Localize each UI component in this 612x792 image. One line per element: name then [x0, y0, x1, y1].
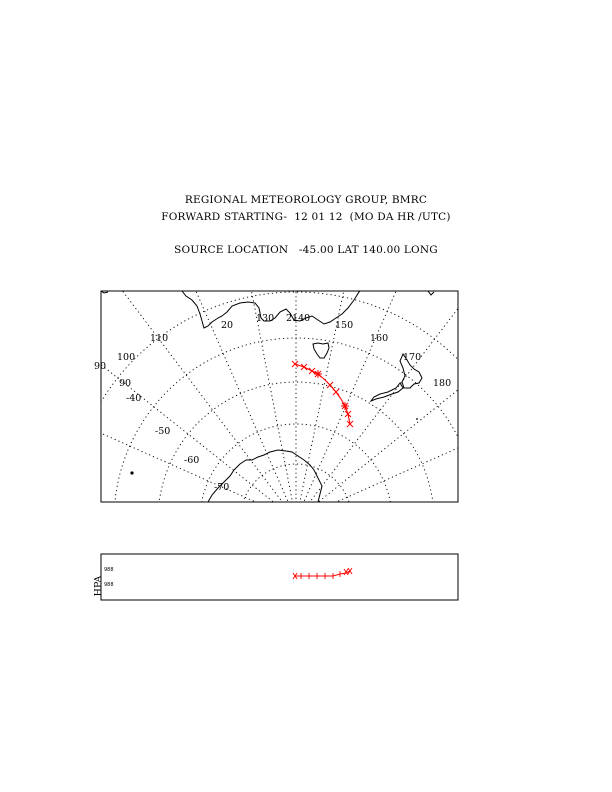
trajectory-marker-2 — [301, 364, 307, 370]
profile-tick-label-lower: 988 — [104, 582, 114, 588]
tasmania — [313, 343, 329, 358]
trajectory-marker-1 — [292, 361, 298, 367]
trajectory-marker-4 — [314, 370, 322, 378]
profile-axis-label: HPA — [93, 575, 104, 597]
lon-label-170: 170 — [403, 352, 422, 363]
trajectory-marker-3 — [309, 368, 315, 374]
lat-label-minus-60: -60 — [184, 455, 200, 466]
lon-label-160: 160 — [370, 333, 389, 344]
lon-label-110: 110 — [150, 333, 169, 344]
lat-label-minus-70: -70 — [214, 482, 230, 493]
header-forward-starting: FORWARD STARTING- 12 01 12 (MO DA HR /UTC) — [161, 211, 451, 223]
australia-ne-coast — [428, 291, 434, 295]
source-location-marker — [130, 471, 133, 474]
trajectory-marker-6 — [333, 389, 339, 395]
meridian-180 — [296, 340, 520, 520]
trajectory-marker-5 — [327, 382, 333, 388]
meridian-170 — [296, 285, 476, 520]
lat-label-minus-50: -50 — [155, 426, 171, 437]
meridian-130 — [240, 232, 296, 520]
latitude-labels — [126, 393, 229, 493]
lat-circle-minus-70 — [240, 464, 352, 576]
longitude-labels — [94, 313, 451, 389]
lon-label-100: 100 — [117, 352, 136, 363]
lon-label-90: 90 — [119, 378, 132, 389]
map-frame — [101, 291, 458, 502]
meridian-190 — [296, 406, 552, 520]
header-source-location: SOURCE LOCATION -45.00 LAT 140.00 LONG — [174, 244, 438, 256]
trajectory-markers — [292, 361, 353, 427]
lat-label-minus-40: -40 — [126, 393, 142, 404]
lon-label-120: 20 — [221, 320, 234, 331]
lon-label-130: 130 — [256, 313, 275, 324]
map-graticule — [40, 228, 552, 748]
lon-label-90-edge: 90 — [94, 361, 107, 372]
profile-tick-label-upper: 988 — [104, 567, 114, 573]
meridian-90 — [40, 406, 296, 520]
map-dot-marker — [416, 418, 418, 420]
lat-circle-minus-40 — [114, 338, 478, 702]
header-title: REGIONAL METEOROLOGY GROUP, BMRC — [184, 194, 428, 206]
antarctica-coastline — [208, 450, 322, 502]
trajectory-marker-7 — [341, 402, 349, 410]
lon-label-180: 180 — [433, 378, 452, 389]
lon-label-140: 2140 — [286, 313, 311, 324]
meridian-150 — [296, 232, 356, 520]
new-zealand-south-island — [371, 383, 403, 401]
lon-label-150: 150 — [335, 320, 354, 331]
